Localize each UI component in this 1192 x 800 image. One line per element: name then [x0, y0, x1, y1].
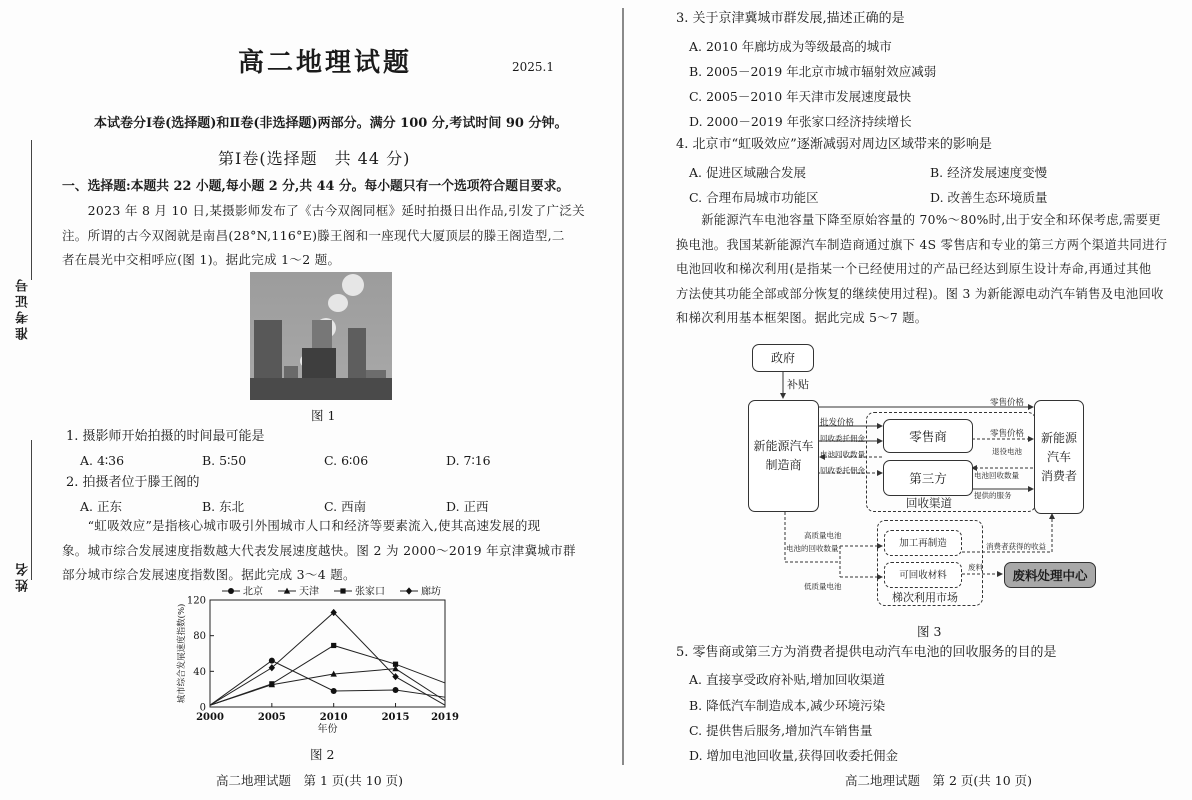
data-point-北京-2005 — [269, 658, 275, 664]
label-high-quality: 高质量电池 — [804, 531, 842, 540]
recyclable-materials-box: 可回收材料 — [884, 562, 962, 588]
x-tick-label: 2005 — [257, 712, 286, 723]
legend-marker — [406, 587, 412, 594]
consumer-label: 消费者 — [1040, 468, 1077, 483]
question-3-option-a[interactable]: A. 2010 年廊坊成为等级最高的城市 — [689, 39, 892, 54]
question-1-option-a[interactable]: A. 4∶36 — [80, 453, 125, 468]
passage-1-line: 注。所谓的古今双阁就是南昌(28°N,116°E)滕王阁和一座现代大厦顶层的滕王阁造型,二 — [62, 227, 565, 243]
name-line — [31, 440, 32, 580]
question-3-option-b[interactable]: B. 2005－2019 年北京市城市辐射效应减弱 — [689, 64, 937, 79]
question-3-option-c[interactable]: C. 2005－2010 年天津市发展速度最快 — [689, 89, 912, 104]
data-point-北京-2010 — [331, 688, 337, 694]
y-axis-label: 城市综合发展速度指数(%) — [177, 603, 187, 704]
label-battery-qty-3: 电池的回收数量 — [786, 544, 839, 553]
x-axis-label: 年份 — [317, 724, 338, 735]
passage-3-line: 和梯次利用基本框架图。据此完成 5～7 题。 — [676, 311, 928, 325]
label-consumer-benefit: 消费者获得的收益 — [986, 542, 1046, 551]
question-5-option-c[interactable]: C. 提供售后服务,增加汽车销售量 — [689, 723, 873, 738]
question-2-option-b[interactable]: B. 东北 — [202, 499, 245, 514]
figure-2-chart — [170, 582, 460, 742]
question-1-stem: 1. 摄影师开始拍摄的时间最可能是 — [66, 429, 265, 444]
data-point-张家口-2005 — [269, 681, 274, 686]
recycling-channel-label: 回收渠道 — [906, 496, 952, 510]
x-tick-label: 2010 — [319, 712, 348, 723]
x-tick-label: 2015 — [381, 712, 410, 723]
passage-1-line: 2023 年 8 月 10 日,某摄影师发布了《古今双阁同框》延时拍摄日出作品,引发了广泛关 — [62, 203, 585, 218]
exam-number-line — [31, 140, 32, 280]
x-tick-label: 2000 — [196, 712, 224, 723]
label-low-quality: 低质量电池 — [804, 582, 842, 591]
figure-1-photo — [250, 272, 392, 400]
series-line-北京 — [210, 661, 445, 706]
passage-3-line: 电池回收和梯次利用(是指某一个已经使用过的产品已经达到原生设计寿命,再通过其他 — [676, 262, 1152, 276]
question-1-option-b[interactable]: B. 5∶50 — [202, 453, 247, 468]
government-box: 政府 — [752, 344, 814, 372]
y-tick-label: 40 — [193, 666, 206, 678]
label-retail-price-top: 零售价格 — [990, 398, 1025, 408]
legend-label: 张家口 — [355, 586, 385, 598]
passage-3-line: 新能源汽车电池容量下降至原始容量的 70%～80%时,出于安全和环保考虑,需要更 — [676, 213, 1161, 227]
passage-2-line: “虹吸效应”是指核心城市吸引外围城市人口和经济等要素流入,使其高速发展的现 — [62, 518, 541, 533]
data-point-张家口-2015 — [393, 662, 398, 667]
passage-2 — [62, 514, 576, 588]
question-4-option-d[interactable]: D. 改善生态环境质量 — [930, 190, 1048, 205]
ground — [250, 378, 392, 400]
label-commission-1: 回收委托佣金 — [820, 434, 865, 443]
question-2-stem: 2. 拍摄者位于滕王阁的 — [66, 475, 200, 490]
exam-intro: 本试卷分Ⅰ卷(选择题)和Ⅱ卷(非选择题)两部分。满分 100 分,考试时间 90 分钟。 — [94, 116, 568, 131]
passage-3-line: 方法使其功能全部或部分恢复的继续使用过程)。图 3 为新能源电动汽车销售及电池回收 — [676, 286, 1164, 301]
manufacturer-label: 新能源汽车 — [753, 439, 814, 453]
y-tick-label: 120 — [186, 595, 206, 607]
question-1-option-d[interactable]: D. 7∶16 — [446, 453, 491, 468]
passage-3-line: 换电池。我国某新能源汽车制造商通过旗下 4S 零售店和专业的第三方两个渠道共同进行 — [676, 237, 1168, 252]
label-wholesale-price: 批发价格 — [820, 418, 855, 428]
label-retail-price-mid: 零售价格 — [990, 429, 1025, 439]
passage-2-line: 象。城市综合发展速度指数越大代表发展速度越快。图 2 为 2000～2019 年京津冀城市群 — [62, 542, 576, 558]
label-service: 提供的服务 — [974, 491, 1012, 500]
question-5-option-a[interactable]: A. 直接享受政府补贴,增加回收渠道 — [689, 672, 885, 687]
consumer-label: 汽车 — [1046, 449, 1071, 464]
question-5-stem: 5. 零售商或第三方为消费者提供电动汽车电池的回收服务的目的是 — [676, 645, 1057, 660]
legend-marker — [340, 588, 345, 593]
consumer-label: 新能源 — [1040, 430, 1077, 445]
question-2-option-d[interactable]: D. 正西 — [446, 499, 489, 514]
question-4-stem: 4. 北京市“虹吸效应”逐渐减弱对周边区域带来的影响是 — [676, 137, 992, 152]
label-battery-qty-2: 电池回收数量 — [974, 471, 1019, 480]
page-2-footer: 高二地理试题 第 2 页(共 10 页) — [845, 773, 1033, 788]
figure-1-caption: 图 1 — [311, 408, 336, 423]
data-point-北京-2015 — [393, 687, 399, 693]
label-waste: 废料 — [968, 563, 983, 572]
question-4-option-c[interactable]: C. 合理布局城市功能区 — [689, 190, 819, 205]
question-5-option-b[interactable]: B. 降低汽车制造成本,减少环境污染 — [689, 698, 886, 713]
exam-title: 高二地理试题 — [238, 48, 413, 78]
exam-date: 2025.1 — [512, 60, 554, 74]
question-5-option-d[interactable]: D. 增加电池回收量,获得回收委托佣金 — [689, 748, 898, 763]
label-retired-battery: 退役电池 — [992, 447, 1022, 456]
label-commission-2: 回收委托佣金 — [820, 466, 865, 475]
question-1-option-c[interactable]: C. 6∶06 — [324, 453, 369, 468]
legend-label: 廊坊 — [421, 586, 441, 598]
question-3-stem: 3. 关于京津冀城市群发展,描述正确的是 — [676, 11, 905, 26]
sun-icon — [328, 294, 348, 312]
label-battery-qty-1: 电池回收数量 — [820, 450, 865, 459]
passage-3 — [676, 208, 1167, 331]
question-4-option-a[interactable]: A. 促进区域融合发展 — [689, 165, 806, 180]
third-party-box: 第三方 — [883, 460, 973, 496]
subsidy-label: 补贴 — [787, 378, 809, 391]
passage-1 — [62, 199, 585, 273]
manufacturer-box — [748, 400, 819, 512]
waste-center-box: 废料处理中心 — [1004, 562, 1096, 588]
page-divider — [622, 8, 624, 765]
legend-label: 天津 — [299, 586, 319, 598]
question-3-option-d[interactable]: D. 2000－2019 年张家口经济持续增长 — [689, 114, 912, 129]
manufacturer-label: 制造商 — [765, 458, 802, 472]
plot-frame — [210, 600, 445, 707]
legend-marker — [228, 588, 234, 594]
data-point-张家口-2010 — [331, 643, 336, 648]
page-1-footer: 高二地理试题 第 1 页(共 10 页) — [216, 773, 404, 788]
section-title: 第Ⅰ卷(选择题 共 44 分) — [218, 149, 411, 168]
figure-3-caption: 图 3 — [917, 624, 942, 639]
figure-3-diagram — [740, 340, 1130, 620]
legend-label: 北京 — [243, 586, 263, 598]
consumer-box — [1034, 400, 1084, 514]
series-line-天津 — [210, 669, 445, 706]
y-tick-label: 0 — [199, 702, 206, 714]
cascade-market-label: 梯次利用市场 — [892, 591, 958, 604]
series-line-廊坊 — [210, 612, 445, 705]
sun-icon — [342, 274, 364, 296]
reprocessing-box: 加工再制造 — [884, 530, 962, 556]
question-2-option-c[interactable]: C. 西南 — [324, 499, 367, 514]
passage-2-line: 部分城市综合发展速度指数图。据此完成 3～4 题。 — [62, 567, 356, 582]
question-4-option-b[interactable]: B. 经济发展速度变慢 — [930, 165, 1048, 180]
x-tick-label: 2019 — [431, 712, 459, 723]
y-tick-label: 80 — [193, 631, 206, 643]
retailer-box: 零售商 — [883, 419, 973, 453]
question-2-option-a[interactable]: A. 正东 — [80, 499, 122, 514]
passage-1-line: 者在晨光中交相呼应(图 1)。据此完成 1～2 题。 — [62, 252, 341, 267]
exam-number-label: 准考证号 — [16, 276, 31, 340]
figure-2-caption: 图 2 — [310, 747, 335, 762]
instructions: 一、选择题:本题共 22 小题,每小题 2 分,共 44 分。每小题只有一个选项符合题目要求。 — [62, 179, 570, 194]
name-label: 姓名 — [16, 560, 31, 592]
